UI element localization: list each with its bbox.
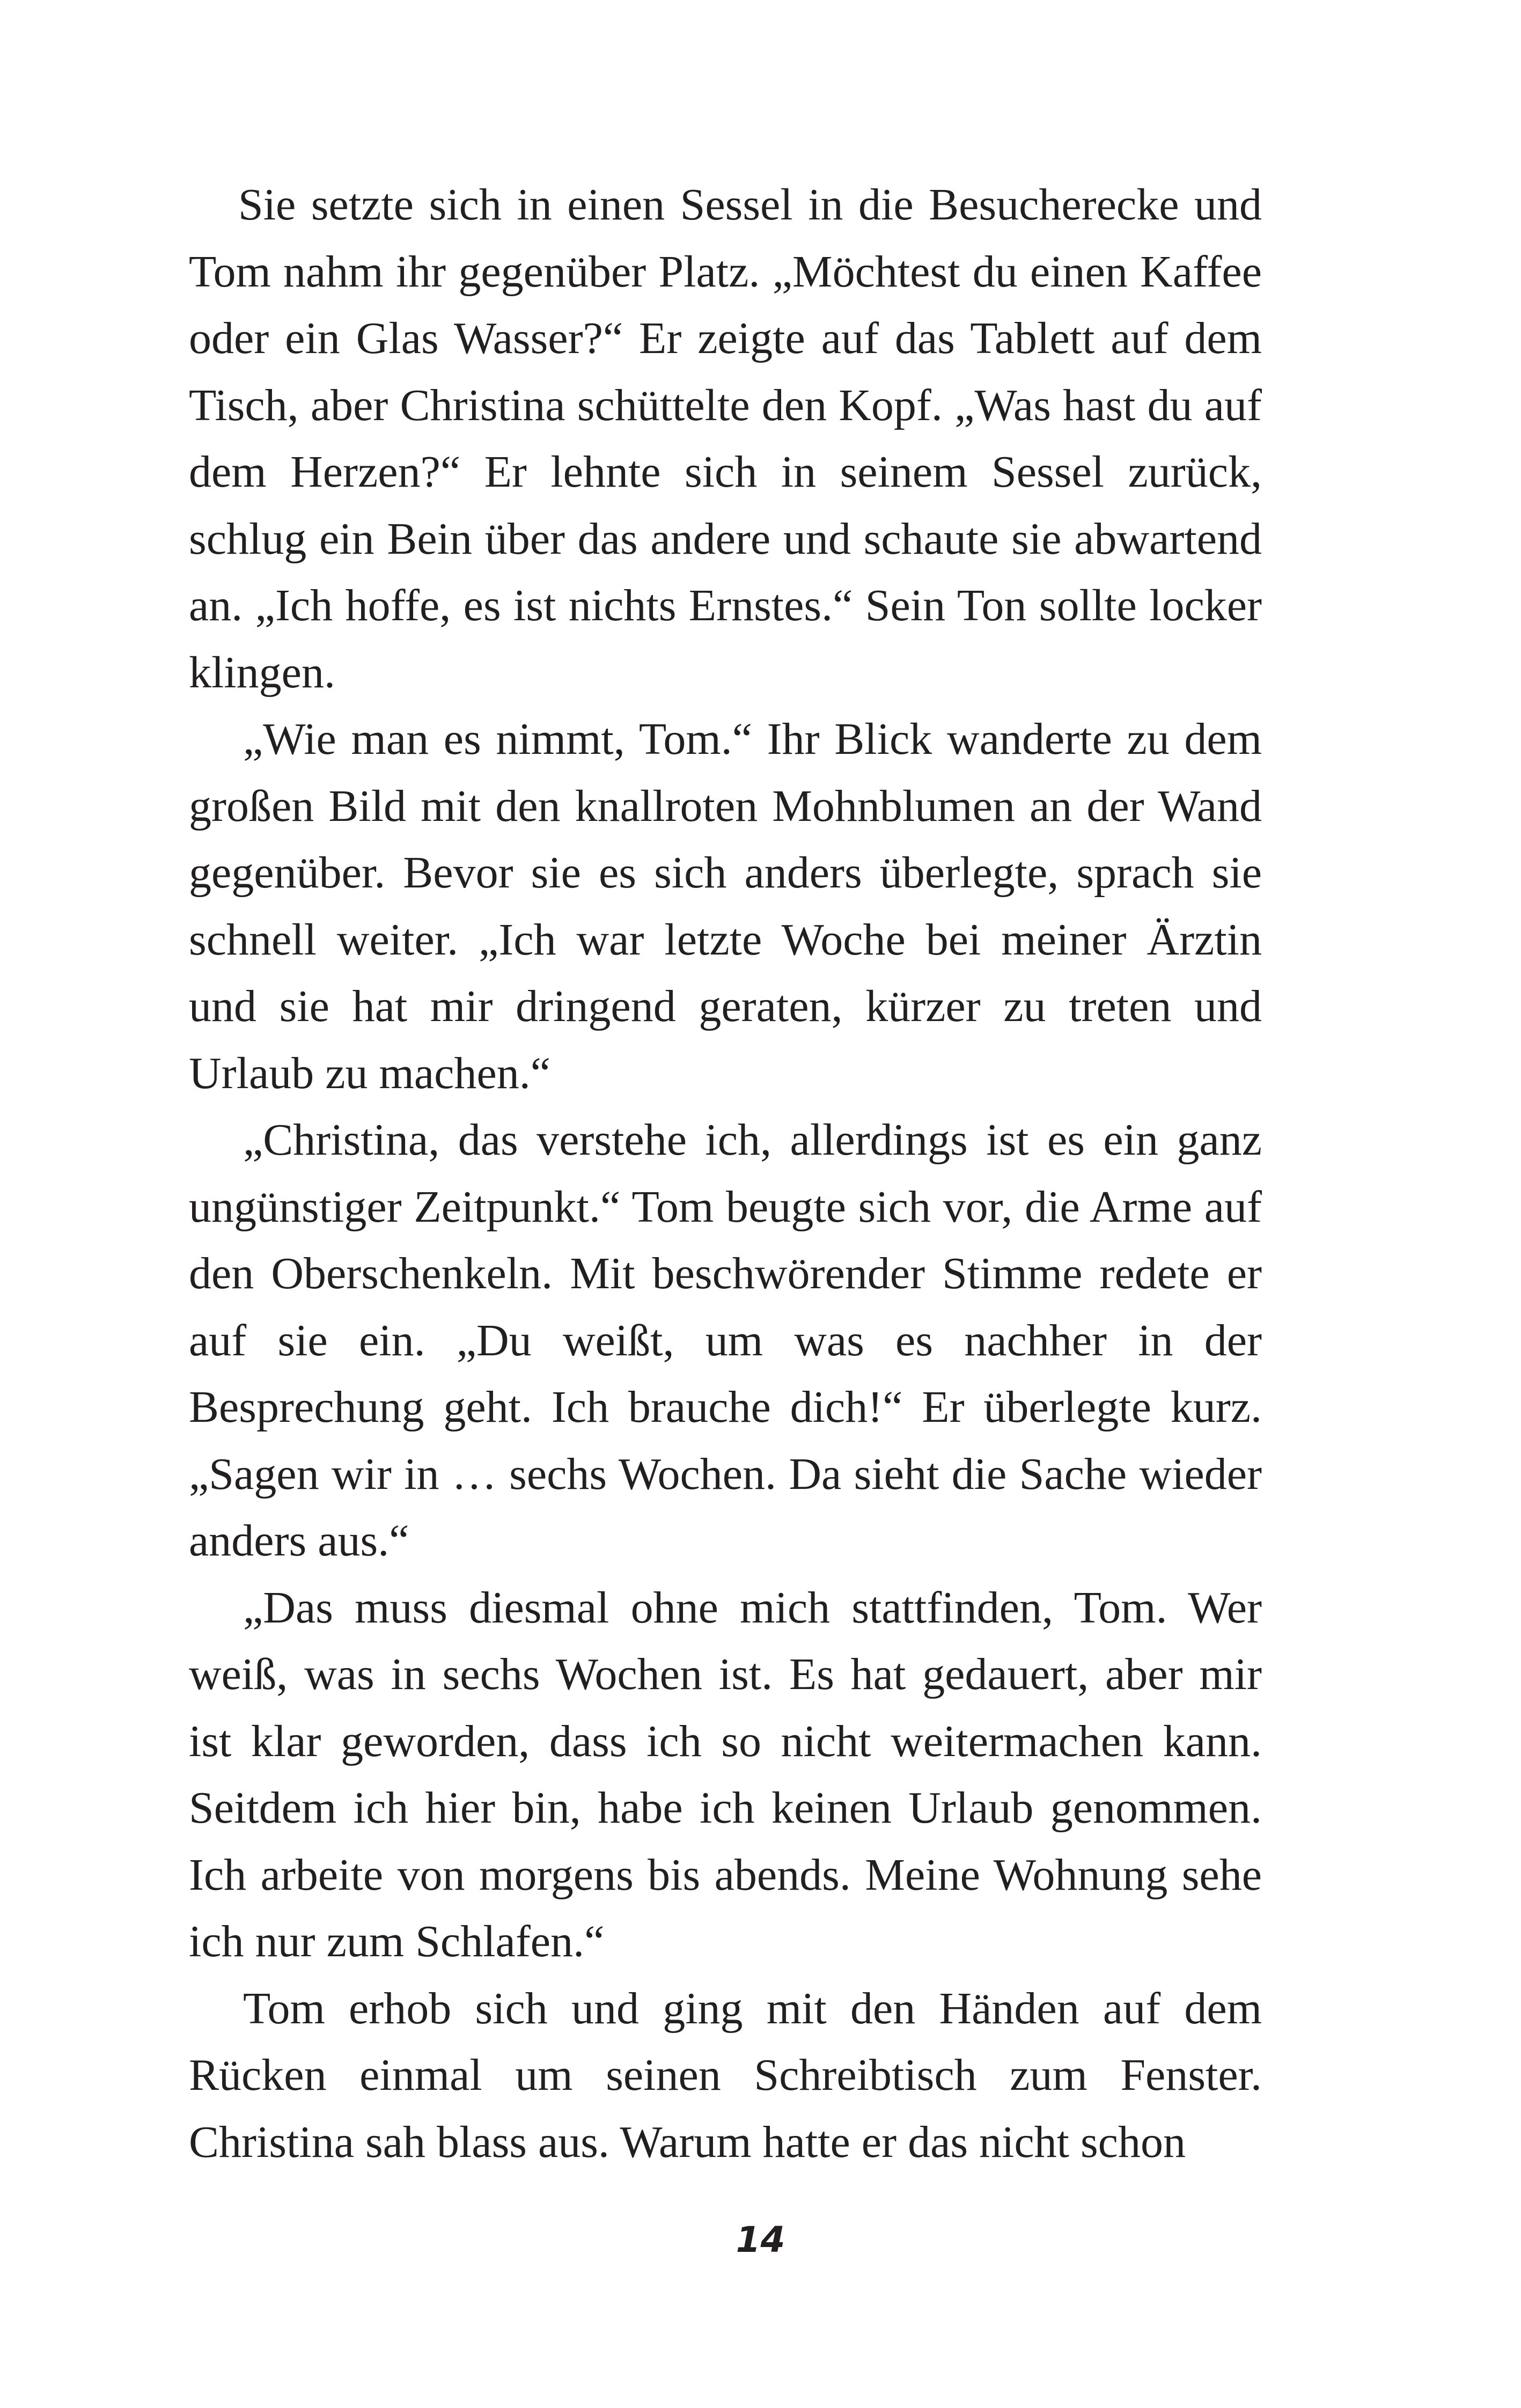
paragraph-4: „Das muss diesmal ohne mich stattfinden, Tom. Wer weiß, was in sechs Wochen ist. Es hat gedauert, aber mir ist klar geworden, dass ich so nicht weitermachen kann. Seitdem ich hier bin, habe ich keinen Urlaub genommen. Ich arbeite von morgens bis abends. Meine Wohnung sehe ich nur zum Schlafen.“: [189, 1582, 1262, 1966]
paragraph-1: Sie setzte sich in einen Sessel in die Besucherecke und Tom nahm ihr gegenüber Platz. „Möchtest du einen Kaffee oder ein Glas Wasser?“ Er zeigte auf das Tablett auf dem Tisch, aber Christina schüttelte den Kopf. „Was hast du auf dem Herzen?“ Er lehnte sich in seinem Sessel zurück, schlug ein Bein über das andere und schaute sie abwartend an. „Ich hoffe, es ist nichts Ernstes.“ Sein Ton sollte locker klingen.: [189, 180, 1262, 698]
page-number: 14: [736, 2219, 785, 2260]
body-text: [189, 172, 1262, 2176]
paragraph-3: „Christina, das verstehe ich, allerdings ist es ein ganz ungünstiger Zeitpunkt.“ Tom beugte sich vor, die Arme auf den Oberschenkeln. Mit beschwörender Stimme redete er auf sie ein. „Du weißt, um was es nachher in der Besprechung geht. Ich brauche dich!“ Er überlegte kurz. „Sagen wir in … sechs Wochen. Da sieht die Sache wieder anders aus.“: [189, 1115, 1262, 1566]
paragraph-2: „Wie man es nimmt, Tom.“ Ihr Blick wanderte zu dem großen Bild mit den knallroten Mohnblumen an der Wand gegenüber. Bevor sie es sich anders überlegte, sprach sie schnell weiter. „Ich war letzte Woche bei meiner Ärztin und sie hat mir dringend geraten, kürzer zu treten und Urlaub zu machen.“: [189, 714, 1262, 1098]
paragraph-5: Tom erhob sich und ging mit den Händen auf dem Rücken einmal um seinen Schreibtisch zum Fenster. Christina sah blass aus. Warum hatte er das nicht schon: [189, 1983, 1262, 2167]
